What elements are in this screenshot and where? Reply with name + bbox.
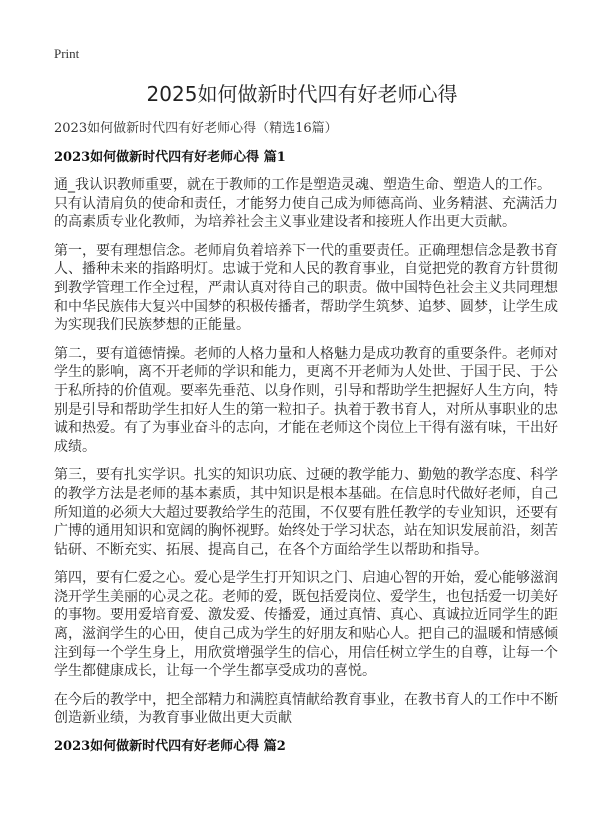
paragraph-line: 只有认清肩负的使命和责任，才能努力使自己成为师德高尚、业务精湛、充满活力 <box>54 195 558 212</box>
paragraph-line: 广博的通用知识和宽阔的胸怀视野。始终处于学习状态，站在知识发展前沿，刻苦 <box>54 523 558 540</box>
paragraph-line: 创造新业绩，为教育事业做出更大贡献 <box>54 710 292 727</box>
paragraph-line: 于私所持的价值观。要率先垂范、以身作则，引导和帮助学生把握好人生方向，特 <box>54 382 558 399</box>
paragraph <box>54 691 584 728</box>
paragraph-line: 到教学管理工作全过程，严肃认真对待自己的职责。做中国特色社会主义共同理想 <box>54 279 558 296</box>
paragraph-line: 的事物。要用爱培育爱、激发爱、传播爱，通过真情、真心、真诚拉近同学生的距 <box>54 607 558 624</box>
paragraph-line: 浇开学生美丽的心灵之花。老师的爱，既包括爱岗位、爱学生，也包括爱一切美好 <box>54 588 558 605</box>
paragraph-line: 成绩。 <box>54 438 96 455</box>
paragraph-line: 的教学方法是老师的基本素质，其中知识是根本基础。在信息时代做好老师，自己 <box>54 485 558 502</box>
paragraph-line: 人、播种未来的指路明灯。忠诚于党和人民的教育事业，自觉把党的教育方针贯彻 <box>54 261 558 278</box>
paragraph-line: 别是引导和帮助学生扣好人生的第一粒扣子。执着于教书育人，对所从事职业的忠 <box>54 401 558 418</box>
print-label[interactable]: Print <box>54 46 80 61</box>
paragraph <box>54 242 584 335</box>
paragraph-line: 第二，要有道德情操。老师的人格力量和人格魅力是成功教育的重要条件。老师对 <box>54 345 558 362</box>
paragraph-line: 诚和热爱。有了为事业奋斗的志向，才能在老师这个岗位上干得有滋有味，干出好 <box>54 420 558 437</box>
paragraph-line: 通_我认识教师重要，就在于教师的工作是塑造灵魂、塑造生命、塑造人的工作。 <box>54 177 551 193</box>
paragraph-line: 所知道的必须大大超过要教给学生的范围，不仅要有胜任教学的专业知识，还要有 <box>54 504 558 521</box>
section-heading-1: 2023如何做新时代四有好老师心得 篇1 <box>54 150 286 165</box>
section-heading-2: 2023如何做新时代四有好老师心得 篇2 <box>54 739 286 755</box>
paragraph-line: 的高素质专业化教师，为培养社会主义事业建设者和接班人作出更大贡献。 <box>54 214 516 231</box>
document-subtitle: 2023如何做新时代四有好老师心得（精选16篇） <box>54 121 338 136</box>
page-title: 2025如何做新时代四有好老师心得 <box>146 82 458 106</box>
paragraph <box>54 345 584 457</box>
paragraph-line: 第一，要有理想信念。老师肩负着培养下一代的重要责任。正确理想信念是教书育 <box>54 242 558 259</box>
paragraph-line: 离，滋润学生的心田，使自己成为学生的好朋友和贴心人。把自己的温暖和情感倾 <box>54 626 558 643</box>
paragraph-line: 学生都健康成长，让每一个学生都享受成功的喜悦。 <box>54 663 376 680</box>
paragraph <box>54 569 584 681</box>
article-body <box>54 176 584 728</box>
paragraph <box>54 176 584 232</box>
paragraph-line: 和中华民族伟大复兴中国梦的积极传播者，帮助学生筑梦、追梦、圆梦，让学生成 <box>54 298 558 315</box>
paragraph-line: 为实现我们民族梦想的正能量。 <box>54 317 250 334</box>
paragraph-line: 注到每一个学生身上，用欣赏增强学生的信心，用信任树立学生的自尊，让每一个 <box>54 644 558 661</box>
paragraph <box>54 466 584 559</box>
paragraph-line: 在今后的教学中，把全部精力和满腔真情献给教育事业，在教书育人的工作中不断 <box>54 691 558 708</box>
paragraph-line: 学生的影响，离不开老师的学识和能力，更离不开老师为人处世、于国于民、于公 <box>54 364 558 381</box>
document-page <box>54 0 584 755</box>
paragraph-line: 钻研、不断充实、拓展、提高自己，在各个方面给学生以帮助和指导。 <box>54 541 488 558</box>
paragraph-line: 第三，要有扎实学识。扎实的知识功底、过硬的教学能力、勤勉的教学态度、科学 <box>54 467 558 484</box>
paragraph-line: 第四，要有仁爱之心。爱心是学生打开知识之门、启迪心智的开始，爱心能够滋润 <box>54 570 558 587</box>
